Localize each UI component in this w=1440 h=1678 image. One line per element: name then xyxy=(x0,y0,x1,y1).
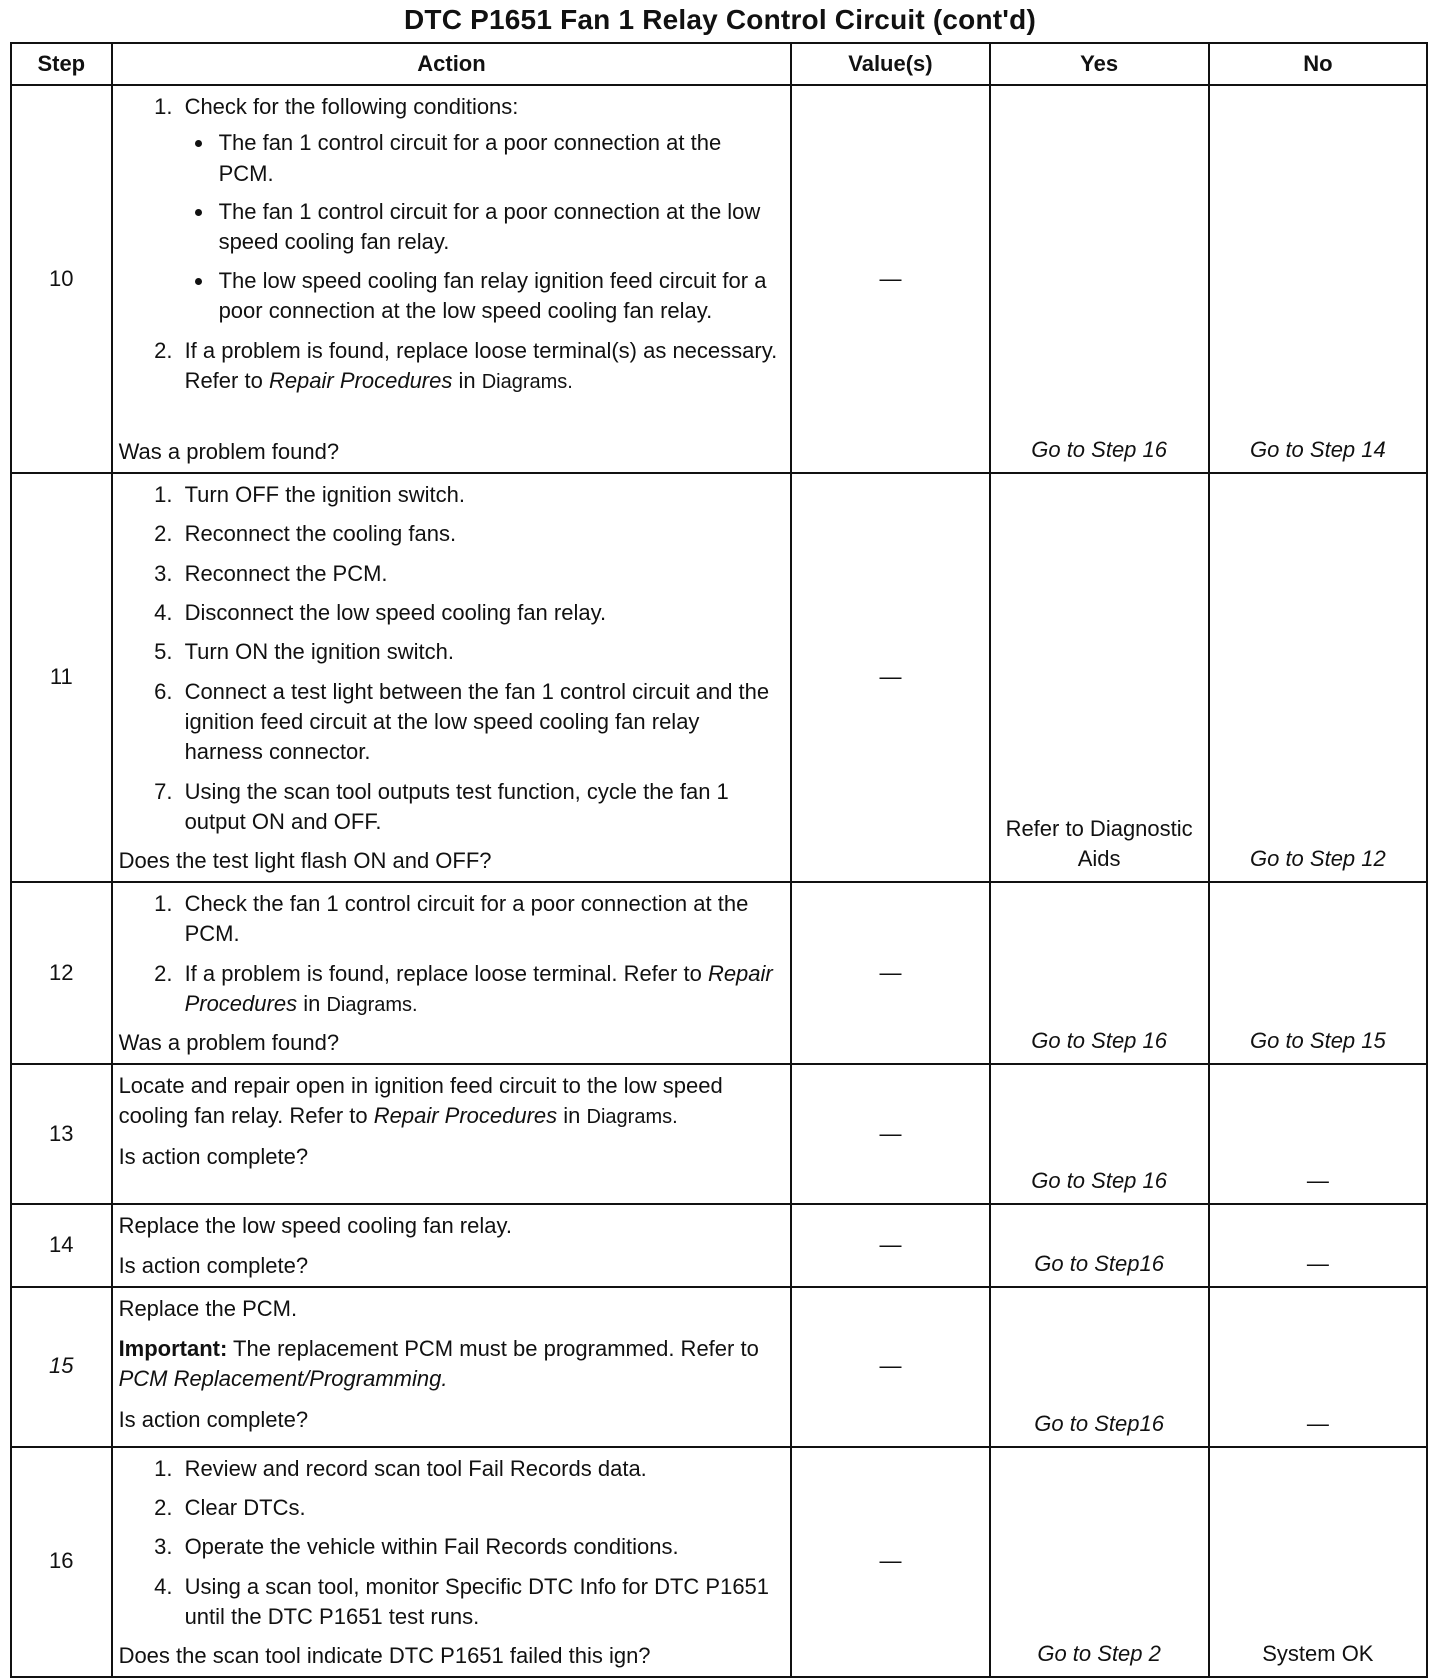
action-item: 1. Turn OFF the ignition switch. xyxy=(179,480,781,510)
header-action: Action xyxy=(112,43,792,85)
yes-result: Go to Step16 xyxy=(990,1287,1209,1447)
value-cell: — xyxy=(791,1287,989,1447)
no-result: Go to Step 12 xyxy=(1209,473,1427,882)
question-text: Is action complete? xyxy=(118,1406,309,1432)
yes-result: Go to Step 16 xyxy=(990,85,1209,473)
action-text: in xyxy=(452,367,482,393)
action-item: 3. Operate the vehicle within Fail Records conditions. xyxy=(179,1532,781,1562)
table-row-step-11 xyxy=(11,473,1427,882)
important-label: Important: xyxy=(118,1335,228,1361)
action-cell xyxy=(112,1287,792,1447)
action-text: Locate and repair open in ignition feed circuit to the low speed cooling fan relay. Refer to xyxy=(118,1072,723,1129)
action-item: 5. Turn ON the ignition switch. xyxy=(179,637,781,667)
header-step: Step xyxy=(11,43,112,85)
yes-result: Go to Step 16 xyxy=(990,882,1209,1064)
action-item: 2. Reconnect the cooling fans. xyxy=(179,519,781,549)
action-text: Replace the PCM. xyxy=(118,1295,298,1321)
value-cell: — xyxy=(791,882,989,1064)
reference-text: Repair Procedures xyxy=(373,1103,558,1129)
no-result: — xyxy=(1209,1204,1427,1287)
action-text xyxy=(119,1071,781,1132)
yes-result: Go to Step16 xyxy=(990,1204,1209,1287)
action-item: 4. Disconnect the low speed cooling fan relay. xyxy=(179,598,781,628)
question-text: Was a problem found? xyxy=(118,1030,340,1056)
action-item: 2. Clear DTCs. xyxy=(179,1493,781,1523)
bullet-item: • The fan 1 control circuit for a poor connection at the PCM. xyxy=(215,128,781,189)
action-cell xyxy=(112,1204,792,1287)
value-cell: — xyxy=(791,473,989,882)
bullet-item: • The low speed cooling fan relay ignition feed circuit for a poor connection at the low speed cooling fan relay. xyxy=(215,266,781,327)
page-title: DTC P1651 Fan 1 Relay Control Circuit (cont'd) xyxy=(404,4,1036,35)
reference-text: Diagrams. xyxy=(481,370,573,393)
step-number: 10 xyxy=(11,85,112,473)
yes-result: Go to Step 16 xyxy=(990,1064,1209,1204)
question-text: Is action complete? xyxy=(118,1143,309,1169)
action-item: 1. Review and record scan tool Fail Records data. xyxy=(179,1454,781,1484)
no-result: Go to Step 15 xyxy=(1209,882,1427,1064)
value-cell: — xyxy=(791,1064,989,1204)
action-item xyxy=(179,92,781,327)
reference-text: Repair Procedures xyxy=(268,367,453,393)
bullet-item: • The fan 1 control circuit for a poor connection at the low speed cooling fan relay. xyxy=(215,197,781,258)
reference-text: Repair Procedures xyxy=(184,960,773,1016)
yes-result: Go to Step 2 xyxy=(990,1447,1209,1677)
action-item: 4. Using a scan tool, monitor Specific DTC Info for DTC P1651 until the DTC P1651 test runs. xyxy=(179,1572,781,1633)
reference-text: Diagrams. xyxy=(326,993,418,1016)
value-cell: — xyxy=(791,1447,989,1677)
important-note xyxy=(119,1334,781,1395)
header-row xyxy=(11,43,1427,85)
yes-result: Refer to Diagnostic Aids xyxy=(990,473,1209,882)
reference-text: Diagrams. xyxy=(586,1106,678,1129)
question-text: Is action complete? xyxy=(118,1253,309,1279)
table-row-step-16 xyxy=(11,1447,1427,1677)
value-cell: — xyxy=(791,85,989,473)
reference-text: PCM Replacement/Programming. xyxy=(118,1366,448,1392)
action-cell xyxy=(112,1447,792,1677)
step-number: 11 xyxy=(11,473,112,882)
action-text: Check for the following conditions: xyxy=(184,94,519,119)
table-row-step-15 xyxy=(11,1287,1427,1447)
table-row-step-13 xyxy=(11,1064,1427,1204)
action-item: 1. Check the fan 1 control circuit for a poor connection at the PCM. xyxy=(179,889,781,950)
action-item xyxy=(179,336,781,397)
no-result: — xyxy=(1209,1287,1427,1447)
action-item xyxy=(179,959,781,1020)
question-text: Was a problem found? xyxy=(118,439,340,465)
action-cell xyxy=(112,473,792,882)
action-item: 7. Using the scan tool outputs test function, cycle the fan 1 output ON and OFF. xyxy=(179,777,781,838)
action-text: If a problem is found, replace loose terminal. Refer to xyxy=(184,960,708,986)
table-row-step-12 xyxy=(11,882,1427,1064)
step-number: 12 xyxy=(11,882,112,1064)
step-number: 15 xyxy=(11,1287,112,1447)
action-text: If a problem is found, replace loose terminal(s) as necessary. Refer to xyxy=(184,337,778,393)
value-cell: — xyxy=(791,1204,989,1287)
action-text: in xyxy=(557,1103,587,1129)
action-cell xyxy=(112,85,792,473)
no-result: Go to Step 14 xyxy=(1209,85,1427,473)
action-text: The replacement PCM must be programmed. Refer to xyxy=(227,1335,759,1361)
step-number: 16 xyxy=(11,1447,112,1677)
header-no: No xyxy=(1209,43,1427,85)
header-yes: Yes xyxy=(990,43,1209,85)
step-number: 13 xyxy=(11,1064,112,1204)
diagnostic-table xyxy=(10,42,1428,1678)
action-cell xyxy=(112,882,792,1064)
action-item: 6. Connect a test light between the fan 1 control circuit and the ignition feed circuit at the low speed cooling fan relay harness connector. xyxy=(179,677,781,768)
no-result: System OK xyxy=(1209,1447,1427,1677)
step-number: 14 xyxy=(11,1204,112,1287)
no-result: — xyxy=(1209,1064,1427,1204)
table-row-step-14 xyxy=(11,1204,1427,1287)
action-text: in xyxy=(297,990,327,1016)
action-text: Replace the low speed cooling fan relay. xyxy=(118,1212,512,1238)
table-row-step-10 xyxy=(11,85,1427,473)
action-cell xyxy=(112,1064,792,1204)
question-text: Does the test light flash ON and OFF? xyxy=(118,848,492,874)
question-text: Does the scan tool indicate DTC P1651 failed this ign? xyxy=(118,1643,651,1669)
action-item: 3. Reconnect the PCM. xyxy=(179,559,781,589)
header-values: Value(s) xyxy=(791,43,989,85)
